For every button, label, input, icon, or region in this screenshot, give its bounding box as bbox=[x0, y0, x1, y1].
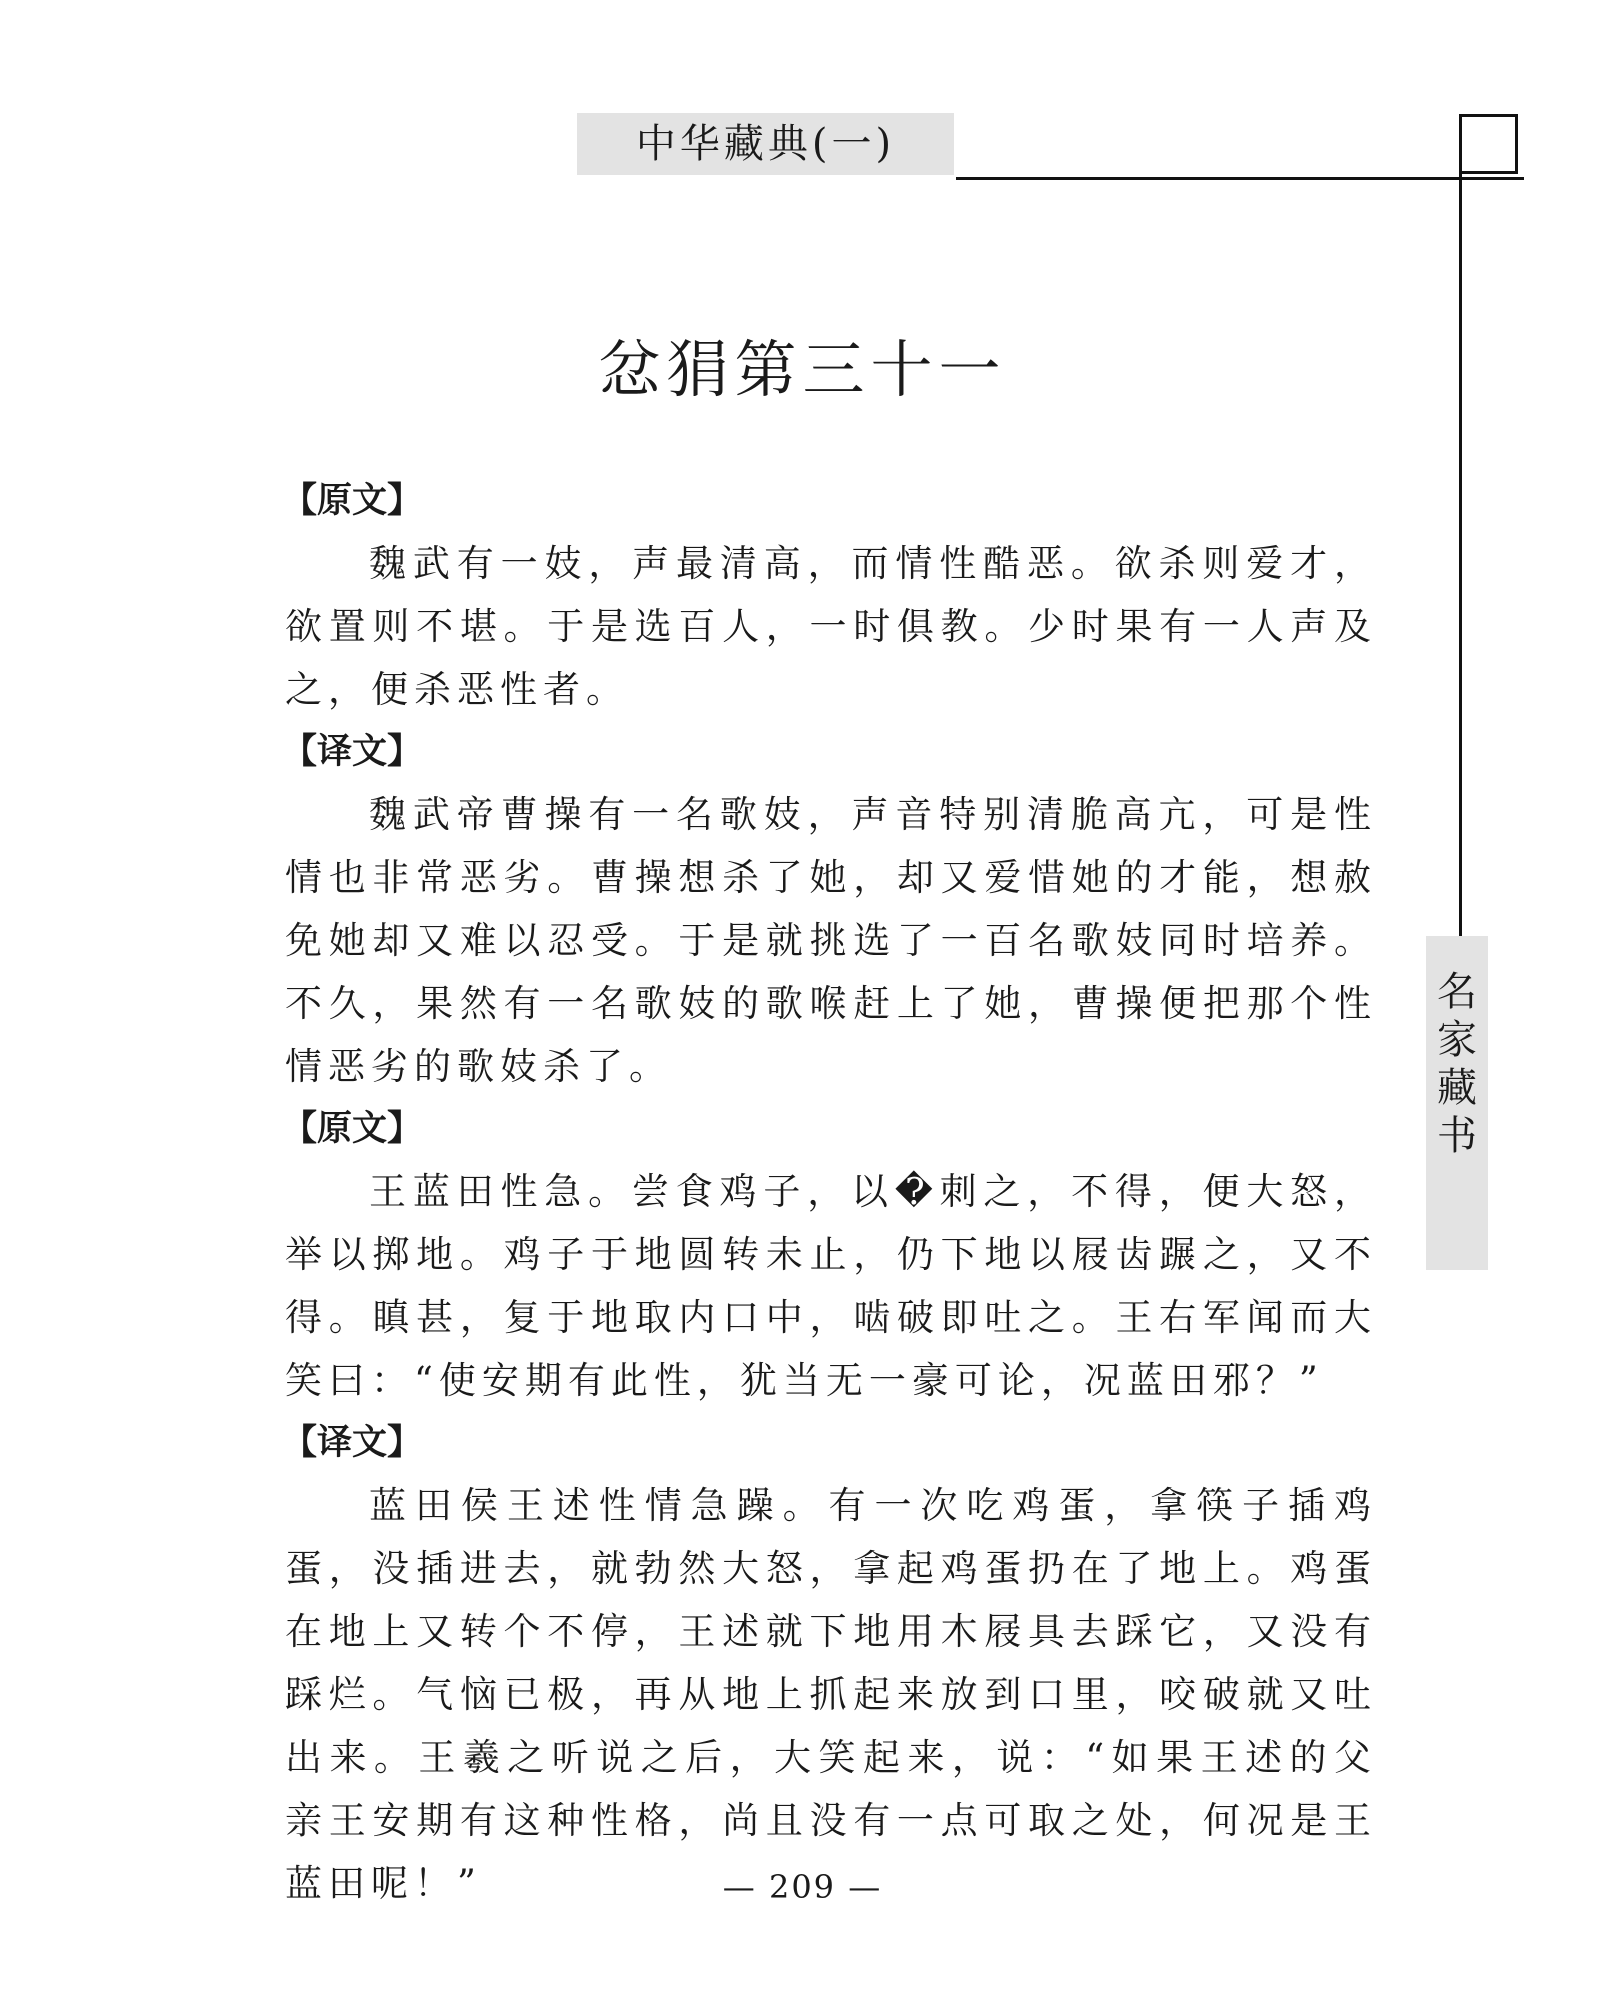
side-tab-label bbox=[1426, 968, 1488, 1160]
chapter-title: 忿狷第三十一 bbox=[598, 333, 1007, 406]
section-label: 【原文】 bbox=[282, 1109, 423, 1149]
section-text: 王蓝田性急。尝食鸡子，以�刺之，不得，便大怒，举以掷地。鸡子于地圆转未止，仍下地以屐齿蹍之，又不得。瞋甚，复于地取内口中，啮破即吐之。王右军闻而大笑曰：“使安期有此性，犹当无一豪可论，况蓝田邪？” bbox=[285, 1170, 1377, 1402]
corner-square-ornament bbox=[1459, 114, 1518, 174]
section-original-2 bbox=[282, 1098, 1377, 1412]
section-text: 蓝田侯王述性情急躁。有一次吃鸡蛋，拿筷子插鸡蛋，没插进去，就勃然大怒，拿起鸡蛋扔在了地上。鸡蛋在地上又转个不停，王述就下地用木屐具去踩它，又没有踩烂。气恼已极，再从地上抓起来放到口里，咬破就又吐出来。王羲之听说之后，大笑起来，说：“如果王述的父亲王安期有这种性格，尚且没有一点可取之处，何况是王蓝田呢！” bbox=[285, 1484, 1377, 1905]
page-number: — 209 — bbox=[722, 1868, 883, 1906]
section-text: 魏武帝曹操有一名歌妓，声音特别清脆高亢，可是性情也非常恶劣。曹操想杀了她，却又爱惜她的才能，想赦免她却又难以忍受。于是就挑选了一百名歌妓同时培养。不久，果然有一名歌妓的歌喉赶上了她，曹操便把那个性情恶劣的歌妓杀了。 bbox=[285, 793, 1377, 1088]
book-title: 中华藏典(一) bbox=[635, 121, 896, 167]
section-original-1 bbox=[282, 470, 1377, 721]
section-translation-1 bbox=[282, 721, 1377, 1098]
header-rule bbox=[956, 177, 1524, 180]
main-content bbox=[282, 470, 1377, 1915]
vertical-rule bbox=[1459, 114, 1462, 936]
side-tab-label-text: 名家藏书 bbox=[1437, 969, 1477, 1159]
section-label: 【译文】 bbox=[282, 1423, 423, 1463]
section-text: 魏武有一妓，声最清高，而情性酷恶。欲杀则爱才，欲置则不堪。于是选百人，一时俱教。少时果有一人声及之，便杀恶性者。 bbox=[285, 542, 1377, 711]
section-label: 【原文】 bbox=[282, 481, 423, 521]
section-label: 【译文】 bbox=[282, 732, 423, 772]
section-translation-2 bbox=[282, 1412, 1377, 1915]
